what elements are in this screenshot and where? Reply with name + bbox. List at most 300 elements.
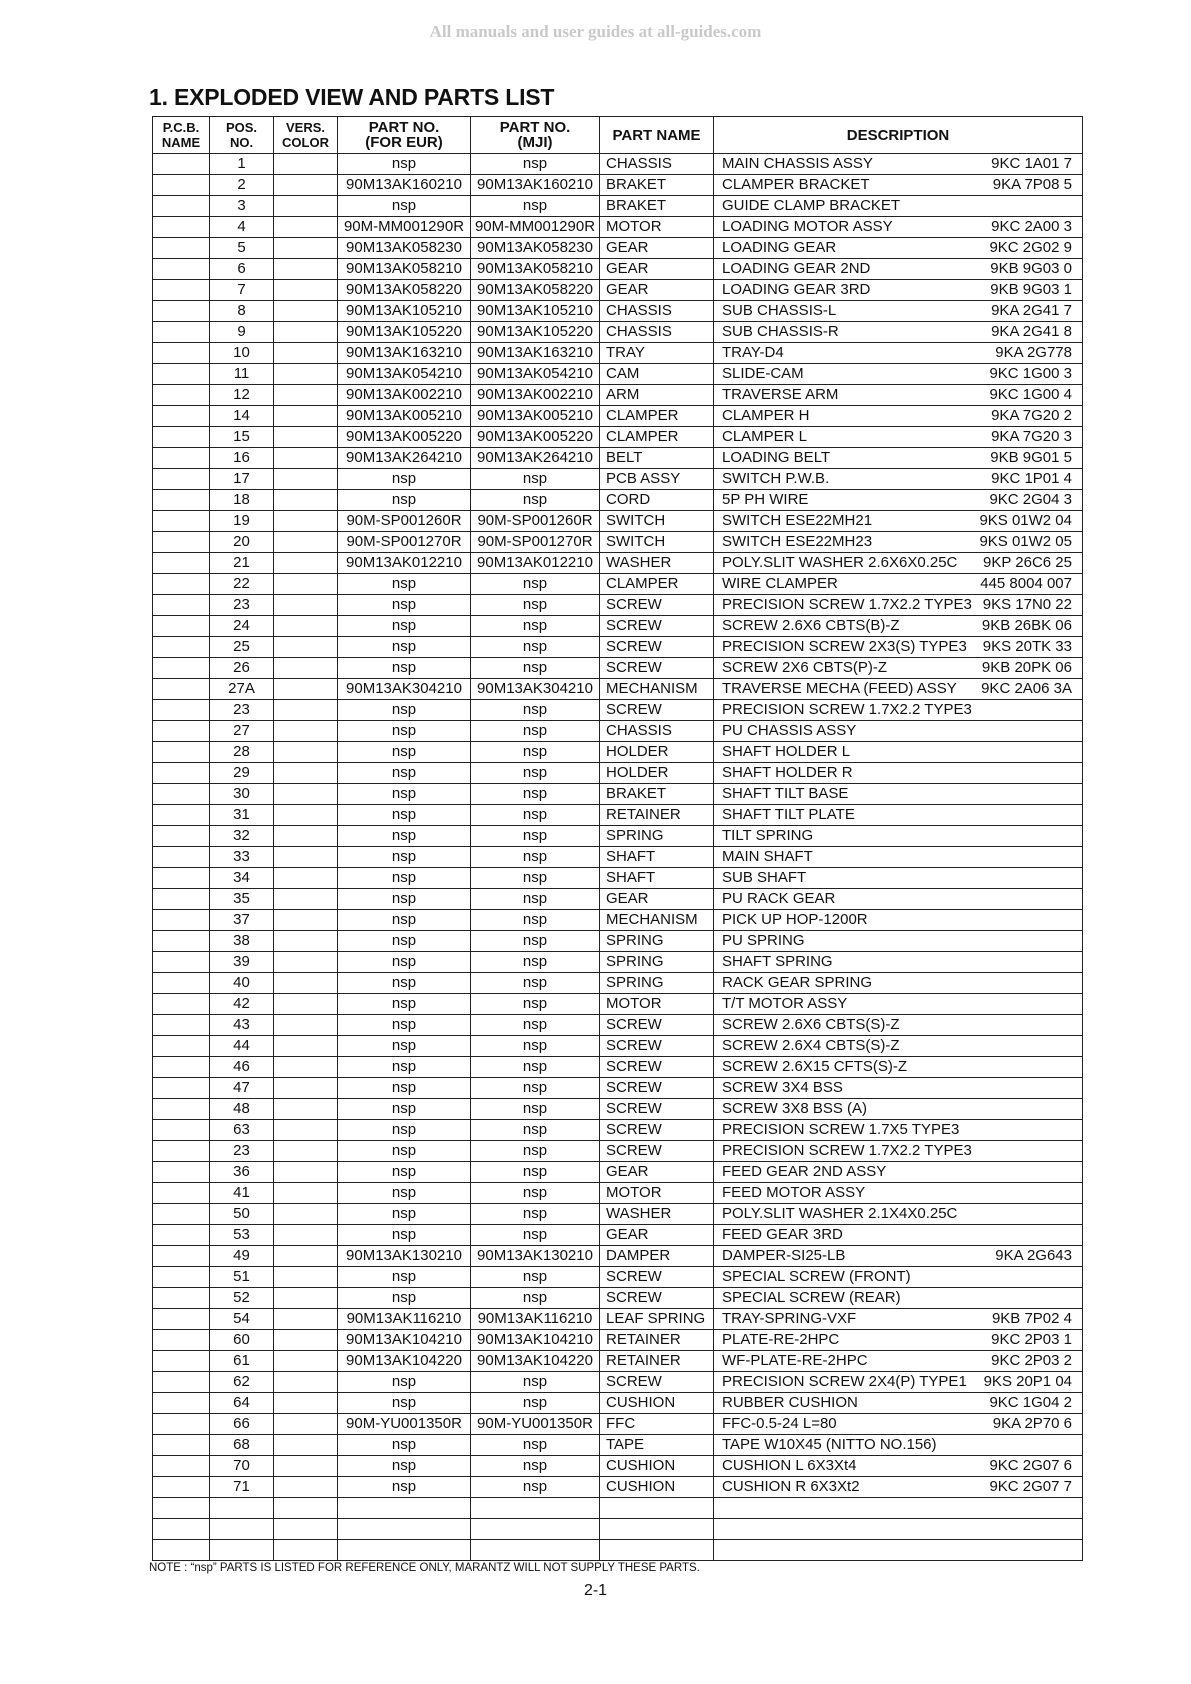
cell-vers-color <box>274 994 338 1015</box>
table-row <box>153 154 1083 175</box>
description-text: SUB SHAFT <box>722 869 807 886</box>
cell-pos-no: 60 <box>210 1330 274 1351</box>
cell-pcb-name <box>153 1519 210 1540</box>
cell-description <box>714 826 1083 847</box>
cell-pcb-name <box>153 1204 210 1225</box>
table-row <box>153 1393 1083 1414</box>
cell-description <box>714 889 1083 910</box>
description-text: SPECIAL SCREW (REAR) <box>722 1289 901 1306</box>
cell-part-no-eur: nsp <box>338 994 471 1015</box>
cell-part-no-mji: nsp <box>471 1477 600 1498</box>
description-code: 9KA 2P70 6 <box>992 1415 1072 1432</box>
cell-description <box>714 1036 1083 1057</box>
cell-description <box>714 805 1083 826</box>
cell-description <box>714 217 1083 238</box>
cell-vers-color <box>274 1057 338 1078</box>
cell-pos-no: 48 <box>210 1099 274 1120</box>
description-code: 9KC 1G00 4 <box>989 386 1072 403</box>
table-header <box>153 117 1083 154</box>
header-pcb-name: P.C.B. NAME <box>153 117 210 154</box>
cell-part-name: SHAFT <box>600 847 714 868</box>
description-text: SHAFT TILT BASE <box>722 785 849 802</box>
cell-part-no-mji: nsp <box>471 721 600 742</box>
description-text: GUIDE CLAMP BRACKET <box>722 197 901 214</box>
cell-part-name: FFC <box>600 1414 714 1435</box>
cell-part-no-eur: 90M13AK005210 <box>338 406 471 427</box>
cell-part-no-eur: nsp <box>338 1372 471 1393</box>
cell-part-no-mji: 90M13AK002210 <box>471 385 600 406</box>
cell-pos-no: 42 <box>210 994 274 1015</box>
table-row <box>153 1330 1083 1351</box>
cell-part-no-mji: nsp <box>471 952 600 973</box>
cell-pos-no: 41 <box>210 1183 274 1204</box>
cell-pcb-name <box>153 1246 210 1267</box>
description-code: 9KA 2G778 <box>995 344 1072 361</box>
cell-vers-color <box>274 553 338 574</box>
cell-description <box>714 1456 1083 1477</box>
cell-part-no-eur: nsp <box>338 931 471 952</box>
cell-pcb-name <box>153 322 210 343</box>
cell-vers-color <box>274 637 338 658</box>
cell-pos-no: 39 <box>210 952 274 973</box>
cell-vers-color <box>274 595 338 616</box>
cell-pos-no: 27A <box>210 679 274 700</box>
cell-vers-color <box>274 805 338 826</box>
description-text: TRAVERSE MECHA (FEED) ASSY <box>722 680 957 697</box>
cell-description <box>714 385 1083 406</box>
cell-description <box>714 1372 1083 1393</box>
table-row <box>153 889 1083 910</box>
table-row <box>153 847 1083 868</box>
cell-part-no-mji: 90M13AK116210 <box>471 1309 600 1330</box>
cell-vers-color <box>274 1456 338 1477</box>
cell-part-no-mji: 90M13AK058230 <box>471 238 600 259</box>
cell-vers-color <box>274 1435 338 1456</box>
cell-vers-color <box>274 742 338 763</box>
cell-vers-color <box>274 847 338 868</box>
description-text: FEED GEAR 3RD <box>722 1226 843 1243</box>
cell-pos-no: 24 <box>210 616 274 637</box>
table-body <box>153 154 1083 1561</box>
table-row <box>153 1267 1083 1288</box>
cell-pos-no: 23 <box>210 595 274 616</box>
table-row <box>153 1351 1083 1372</box>
description-code: 9KC 2G07 7 <box>989 1478 1072 1495</box>
cell-part-no-mji: nsp <box>471 868 600 889</box>
cell-description <box>714 511 1083 532</box>
cell-vers-color <box>274 1162 338 1183</box>
cell-part-no-eur: nsp <box>338 1120 471 1141</box>
cell-part-name: SCREW <box>600 595 714 616</box>
cell-pos-no: 14 <box>210 406 274 427</box>
table-row <box>153 868 1083 889</box>
cell-pcb-name <box>153 1477 210 1498</box>
cell-part-no-eur: 90M13AK058220 <box>338 280 471 301</box>
description-text: POLY.SLIT WASHER 2.1X4X0.25C <box>722 1205 958 1222</box>
cell-part-no-eur: nsp <box>338 1477 471 1498</box>
table-row <box>153 679 1083 700</box>
cell-part-no-mji <box>471 1540 600 1561</box>
table-row <box>153 1141 1083 1162</box>
cell-pos-no: 63 <box>210 1120 274 1141</box>
cell-description <box>714 637 1083 658</box>
cell-pos-no: 34 <box>210 868 274 889</box>
cell-part-no-mji: nsp <box>471 784 600 805</box>
cell-description <box>714 532 1083 553</box>
cell-part-no-mji: 90M13AK160210 <box>471 175 600 196</box>
cell-part-name: BELT <box>600 448 714 469</box>
cell-vers-color <box>274 1267 338 1288</box>
cell-part-no-eur: nsp <box>338 700 471 721</box>
cell-part-no-mji: 90M-SP001270R <box>471 532 600 553</box>
cell-vers-color <box>274 280 338 301</box>
description-text: SHAFT SPRING <box>722 953 833 970</box>
table-row <box>153 217 1083 238</box>
cell-vers-color <box>274 343 338 364</box>
cell-part-name: MECHANISM <box>600 910 714 931</box>
cell-part-no-eur: 90M13AK002210 <box>338 385 471 406</box>
description-code: 9KP 26C6 25 <box>983 554 1072 571</box>
table-row <box>153 1372 1083 1393</box>
description-text: MAIN SHAFT <box>722 848 813 865</box>
cell-description <box>714 1015 1083 1036</box>
cell-pcb-name <box>153 1540 210 1561</box>
cell-vers-color <box>274 763 338 784</box>
cell-part-no-eur: nsp <box>338 1288 471 1309</box>
cell-pos-no <box>210 1498 274 1519</box>
cell-description <box>714 1477 1083 1498</box>
cell-pcb-name <box>153 154 210 175</box>
cell-part-no-mji: nsp <box>471 742 600 763</box>
description-text: TAPE W10X45 (NITTO NO.156) <box>722 1436 937 1453</box>
cell-part-name: MECHANISM <box>600 679 714 700</box>
cell-pcb-name <box>153 427 210 448</box>
cell-part-no-mji: 90M13AK104210 <box>471 1330 600 1351</box>
cell-pcb-name <box>153 700 210 721</box>
cell-pcb-name <box>153 217 210 238</box>
cell-part-name: MOTOR <box>600 994 714 1015</box>
cell-part-name: SCREW <box>600 658 714 679</box>
cell-part-no-mji: nsp <box>471 637 600 658</box>
cell-pcb-name <box>153 469 210 490</box>
cell-pcb-name <box>153 1078 210 1099</box>
description-text: SCREW 2.6X6 CBTS(S)-Z <box>722 1016 900 1033</box>
cell-part-no-eur: 90M13AK058210 <box>338 259 471 280</box>
cell-part-no-eur: 90M13AK304210 <box>338 679 471 700</box>
cell-description <box>714 1435 1083 1456</box>
cell-pcb-name <box>153 511 210 532</box>
cell-part-name: HOLDER <box>600 742 714 763</box>
cell-part-name <box>600 1498 714 1519</box>
description-text: SCREW 2X6 CBTS(P)-Z <box>722 659 888 676</box>
cell-pcb-name <box>153 889 210 910</box>
description-text: PICK UP HOP-1200R <box>722 911 868 928</box>
cell-pcb-name <box>153 343 210 364</box>
cell-description <box>714 343 1083 364</box>
cell-vers-color <box>274 1540 338 1561</box>
cell-pcb-name <box>153 679 210 700</box>
cell-part-no-eur: nsp <box>338 1204 471 1225</box>
cell-part-no-eur: nsp <box>338 805 471 826</box>
table-row <box>153 994 1083 1015</box>
cell-part-no-mji: nsp <box>471 1162 600 1183</box>
cell-pcb-name <box>153 1351 210 1372</box>
cell-pos-no: 53 <box>210 1225 274 1246</box>
cell-part-name: CHASSIS <box>600 301 714 322</box>
cell-part-no-mji: nsp <box>471 595 600 616</box>
header-part-no-eur: PART NO. (FOR EUR) <box>338 117 471 154</box>
cell-pos-no: 62 <box>210 1372 274 1393</box>
description-text: SCREW 2.6X6 CBTS(B)-Z <box>722 617 900 634</box>
table-row <box>153 1204 1083 1225</box>
cell-pcb-name <box>153 721 210 742</box>
cell-vers-color <box>274 1015 338 1036</box>
cell-pcb-name <box>153 490 210 511</box>
cell-part-no-mji: 90M13AK105220 <box>471 322 600 343</box>
description-text: PRECISION SCREW 1.7X2.2 TYPE3 <box>722 596 972 613</box>
cell-part-no-mji: nsp <box>471 616 600 637</box>
cell-pos-no: 49 <box>210 1246 274 1267</box>
cell-pcb-name <box>153 574 210 595</box>
cell-part-name: SPRING <box>600 826 714 847</box>
cell-pos-no: 6 <box>210 259 274 280</box>
table-row <box>153 1099 1083 1120</box>
description-text: SUB CHASSIS-R <box>722 323 839 340</box>
description-text: CUSHION R 6X3Xt2 <box>722 1478 860 1495</box>
cell-pcb-name <box>153 1099 210 1120</box>
cell-part-no-eur: nsp <box>338 742 471 763</box>
table-row <box>153 448 1083 469</box>
cell-part-no-eur: nsp <box>338 1036 471 1057</box>
table-row <box>153 1120 1083 1141</box>
cell-part-name: CAM <box>600 364 714 385</box>
cell-vers-color <box>274 532 338 553</box>
cell-description <box>714 301 1083 322</box>
description-text: PRECISION SCREW 1.7X2.2 TYPE3 <box>722 701 972 718</box>
cell-part-no-eur: nsp <box>338 1456 471 1477</box>
description-text: LOADING GEAR 2ND <box>722 260 871 277</box>
cell-part-name: GEAR <box>600 889 714 910</box>
cell-pos-no: 43 <box>210 1015 274 1036</box>
table-row <box>153 1246 1083 1267</box>
cell-pos-no: 15 <box>210 427 274 448</box>
table-row <box>153 196 1083 217</box>
cell-vers-color <box>274 175 338 196</box>
description-code: 9KS 01W2 05 <box>979 533 1072 550</box>
cell-pcb-name <box>153 1414 210 1435</box>
cell-part-no-eur: nsp <box>338 826 471 847</box>
cell-pos-no: 10 <box>210 343 274 364</box>
description-code: 9KC 2P03 2 <box>991 1352 1072 1369</box>
cell-description <box>714 1078 1083 1099</box>
cell-part-no-mji: nsp <box>471 1225 600 1246</box>
cell-pos-no: 35 <box>210 889 274 910</box>
cell-pos-no: 31 <box>210 805 274 826</box>
cell-pos-no: 25 <box>210 637 274 658</box>
description-code: 9KA 7G20 2 <box>991 407 1072 424</box>
description-text: SUB CHASSIS-L <box>722 302 837 319</box>
cell-part-no-mji: nsp <box>471 826 600 847</box>
page-number: 2-1 <box>583 1582 608 1599</box>
cell-vers-color <box>274 1099 338 1120</box>
cell-part-no-mji: nsp <box>471 658 600 679</box>
cell-part-no-eur: 90M13AK012210 <box>338 553 471 574</box>
cell-part-no-mji: nsp <box>471 490 600 511</box>
cell-part-no-mji: nsp <box>471 196 600 217</box>
cell-description <box>714 1498 1083 1519</box>
cell-pos-no: 21 <box>210 553 274 574</box>
cell-pcb-name <box>153 385 210 406</box>
cell-part-name: LEAF SPRING <box>600 1309 714 1330</box>
cell-vers-color <box>274 238 338 259</box>
cell-pcb-name <box>153 1393 210 1414</box>
cell-pos-no: 2 <box>210 175 274 196</box>
description-code: 9KS 17N0 22 <box>982 596 1072 613</box>
cell-pcb-name <box>153 1225 210 1246</box>
cell-pos-no: 71 <box>210 1477 274 1498</box>
cell-vers-color <box>274 868 338 889</box>
table-row <box>153 1183 1083 1204</box>
cell-part-no-eur <box>338 1519 471 1540</box>
cell-description <box>714 658 1083 679</box>
table-row <box>153 763 1083 784</box>
cell-pcb-name <box>153 1120 210 1141</box>
cell-part-name: CUSHION <box>600 1477 714 1498</box>
description-text: FEED MOTOR ASSY <box>722 1184 866 1201</box>
cell-description <box>714 742 1083 763</box>
cell-pos-no: 64 <box>210 1393 274 1414</box>
description-code: 9KC 2A06 3A <box>981 680 1072 697</box>
description-text: MAIN CHASSIS ASSY <box>722 155 873 172</box>
table-row <box>153 700 1083 721</box>
description-text: WIRE CLAMPER <box>722 575 838 592</box>
table-row <box>153 322 1083 343</box>
cell-description <box>714 1351 1083 1372</box>
cell-pos-no: 52 <box>210 1288 274 1309</box>
cell-pos-no: 23 <box>210 700 274 721</box>
description-text: SWITCH ESE22MH23 <box>722 533 873 550</box>
cell-part-name: SPRING <box>600 952 714 973</box>
cell-part-no-mji: nsp <box>471 1435 600 1456</box>
cell-description <box>714 427 1083 448</box>
cell-pos-no: 7 <box>210 280 274 301</box>
cell-pcb-name <box>153 973 210 994</box>
cell-pos-no: 18 <box>210 490 274 511</box>
table-row <box>153 1435 1083 1456</box>
cell-part-no-eur: nsp <box>338 595 471 616</box>
cell-pcb-name <box>153 1372 210 1393</box>
cell-part-name: CLAMPER <box>600 574 714 595</box>
cell-pcb-name <box>153 259 210 280</box>
cell-part-no-eur: nsp <box>338 469 471 490</box>
cell-pos-no: 54 <box>210 1309 274 1330</box>
cell-vers-color <box>274 1498 338 1519</box>
table-row <box>153 490 1083 511</box>
cell-vers-color <box>274 952 338 973</box>
cell-part-name: SCREW <box>600 1099 714 1120</box>
description-text: TRAY-D4 <box>722 344 784 361</box>
cell-part-name: SCREW <box>600 616 714 637</box>
cell-part-no-mji: 90M-MM001290R <box>471 217 600 238</box>
description-text: LOADING GEAR <box>722 239 837 256</box>
cell-part-name: SCREW <box>600 1015 714 1036</box>
table-row <box>153 616 1083 637</box>
description-code: 9KA 2G643 <box>995 1247 1072 1264</box>
description-code: 9KS 20TK 33 <box>982 638 1072 655</box>
cell-vers-color <box>274 889 338 910</box>
description-code: 9KA 2G41 8 <box>991 323 1072 340</box>
cell-vers-color <box>274 1330 338 1351</box>
parts-table <box>152 116 1083 1561</box>
cell-pos-no: 33 <box>210 847 274 868</box>
cell-vers-color <box>274 490 338 511</box>
cell-part-name: MOTOR <box>600 1183 714 1204</box>
cell-part-no-mji <box>471 1498 600 1519</box>
cell-part-no-mji: nsp <box>471 1057 600 1078</box>
cell-vers-color <box>274 154 338 175</box>
table-row <box>153 742 1083 763</box>
cell-part-name: SPRING <box>600 931 714 952</box>
description-code: 9KC 2G02 9 <box>989 239 1072 256</box>
cell-part-name: CHASSIS <box>600 322 714 343</box>
header-vers-color: VERS. COLOR <box>274 117 338 154</box>
table-row <box>153 721 1083 742</box>
cell-pcb-name <box>153 1015 210 1036</box>
cell-pos-no: 36 <box>210 1162 274 1183</box>
description-text: TRAY-SPRING-VXF <box>722 1310 857 1327</box>
cell-part-name: BRAKET <box>600 196 714 217</box>
cell-part-no-eur: nsp <box>338 637 471 658</box>
table-row <box>153 826 1083 847</box>
cell-description <box>714 1330 1083 1351</box>
cell-part-name: SCREW <box>600 1057 714 1078</box>
cell-part-no-mji: 90M13AK104220 <box>471 1351 600 1372</box>
cell-part-no-eur: 90M13AK104220 <box>338 1351 471 1372</box>
cell-part-no-eur: nsp <box>338 1393 471 1414</box>
description-text: SCREW 2.6X4 CBTS(S)-Z <box>722 1037 900 1054</box>
cell-part-no-eur: nsp <box>338 1057 471 1078</box>
cell-description <box>714 1141 1083 1162</box>
table-row <box>153 1456 1083 1477</box>
cell-part-no-eur: 90M-SP001270R <box>338 532 471 553</box>
description-text: PRECISION SCREW 2X3(S) TYPE3 <box>722 638 967 655</box>
cell-part-no-eur: nsp <box>338 1141 471 1162</box>
table-row <box>153 1414 1083 1435</box>
cell-vers-color <box>274 1246 338 1267</box>
cell-vers-color <box>274 1309 338 1330</box>
cell-part-name: GEAR <box>600 259 714 280</box>
cell-pcb-name <box>153 1183 210 1204</box>
cell-description <box>714 1288 1083 1309</box>
cell-pcb-name <box>153 784 210 805</box>
cell-description <box>714 763 1083 784</box>
cell-part-no-eur: 90M13AK105220 <box>338 322 471 343</box>
cell-part-no-eur: 90M13AK058230 <box>338 238 471 259</box>
cell-part-no-eur: nsp <box>338 763 471 784</box>
table-row <box>153 784 1083 805</box>
cell-part-no-eur: nsp <box>338 952 471 973</box>
description-text: LOADING BELT <box>722 449 831 466</box>
cell-pcb-name <box>153 406 210 427</box>
cell-pcb-name <box>153 532 210 553</box>
cell-pcb-name <box>153 595 210 616</box>
cell-pcb-name <box>153 847 210 868</box>
cell-description <box>714 259 1083 280</box>
cell-pos-no: 27 <box>210 721 274 742</box>
cell-part-name: TRAY <box>600 343 714 364</box>
cell-vers-color <box>274 1078 338 1099</box>
cell-description <box>714 175 1083 196</box>
